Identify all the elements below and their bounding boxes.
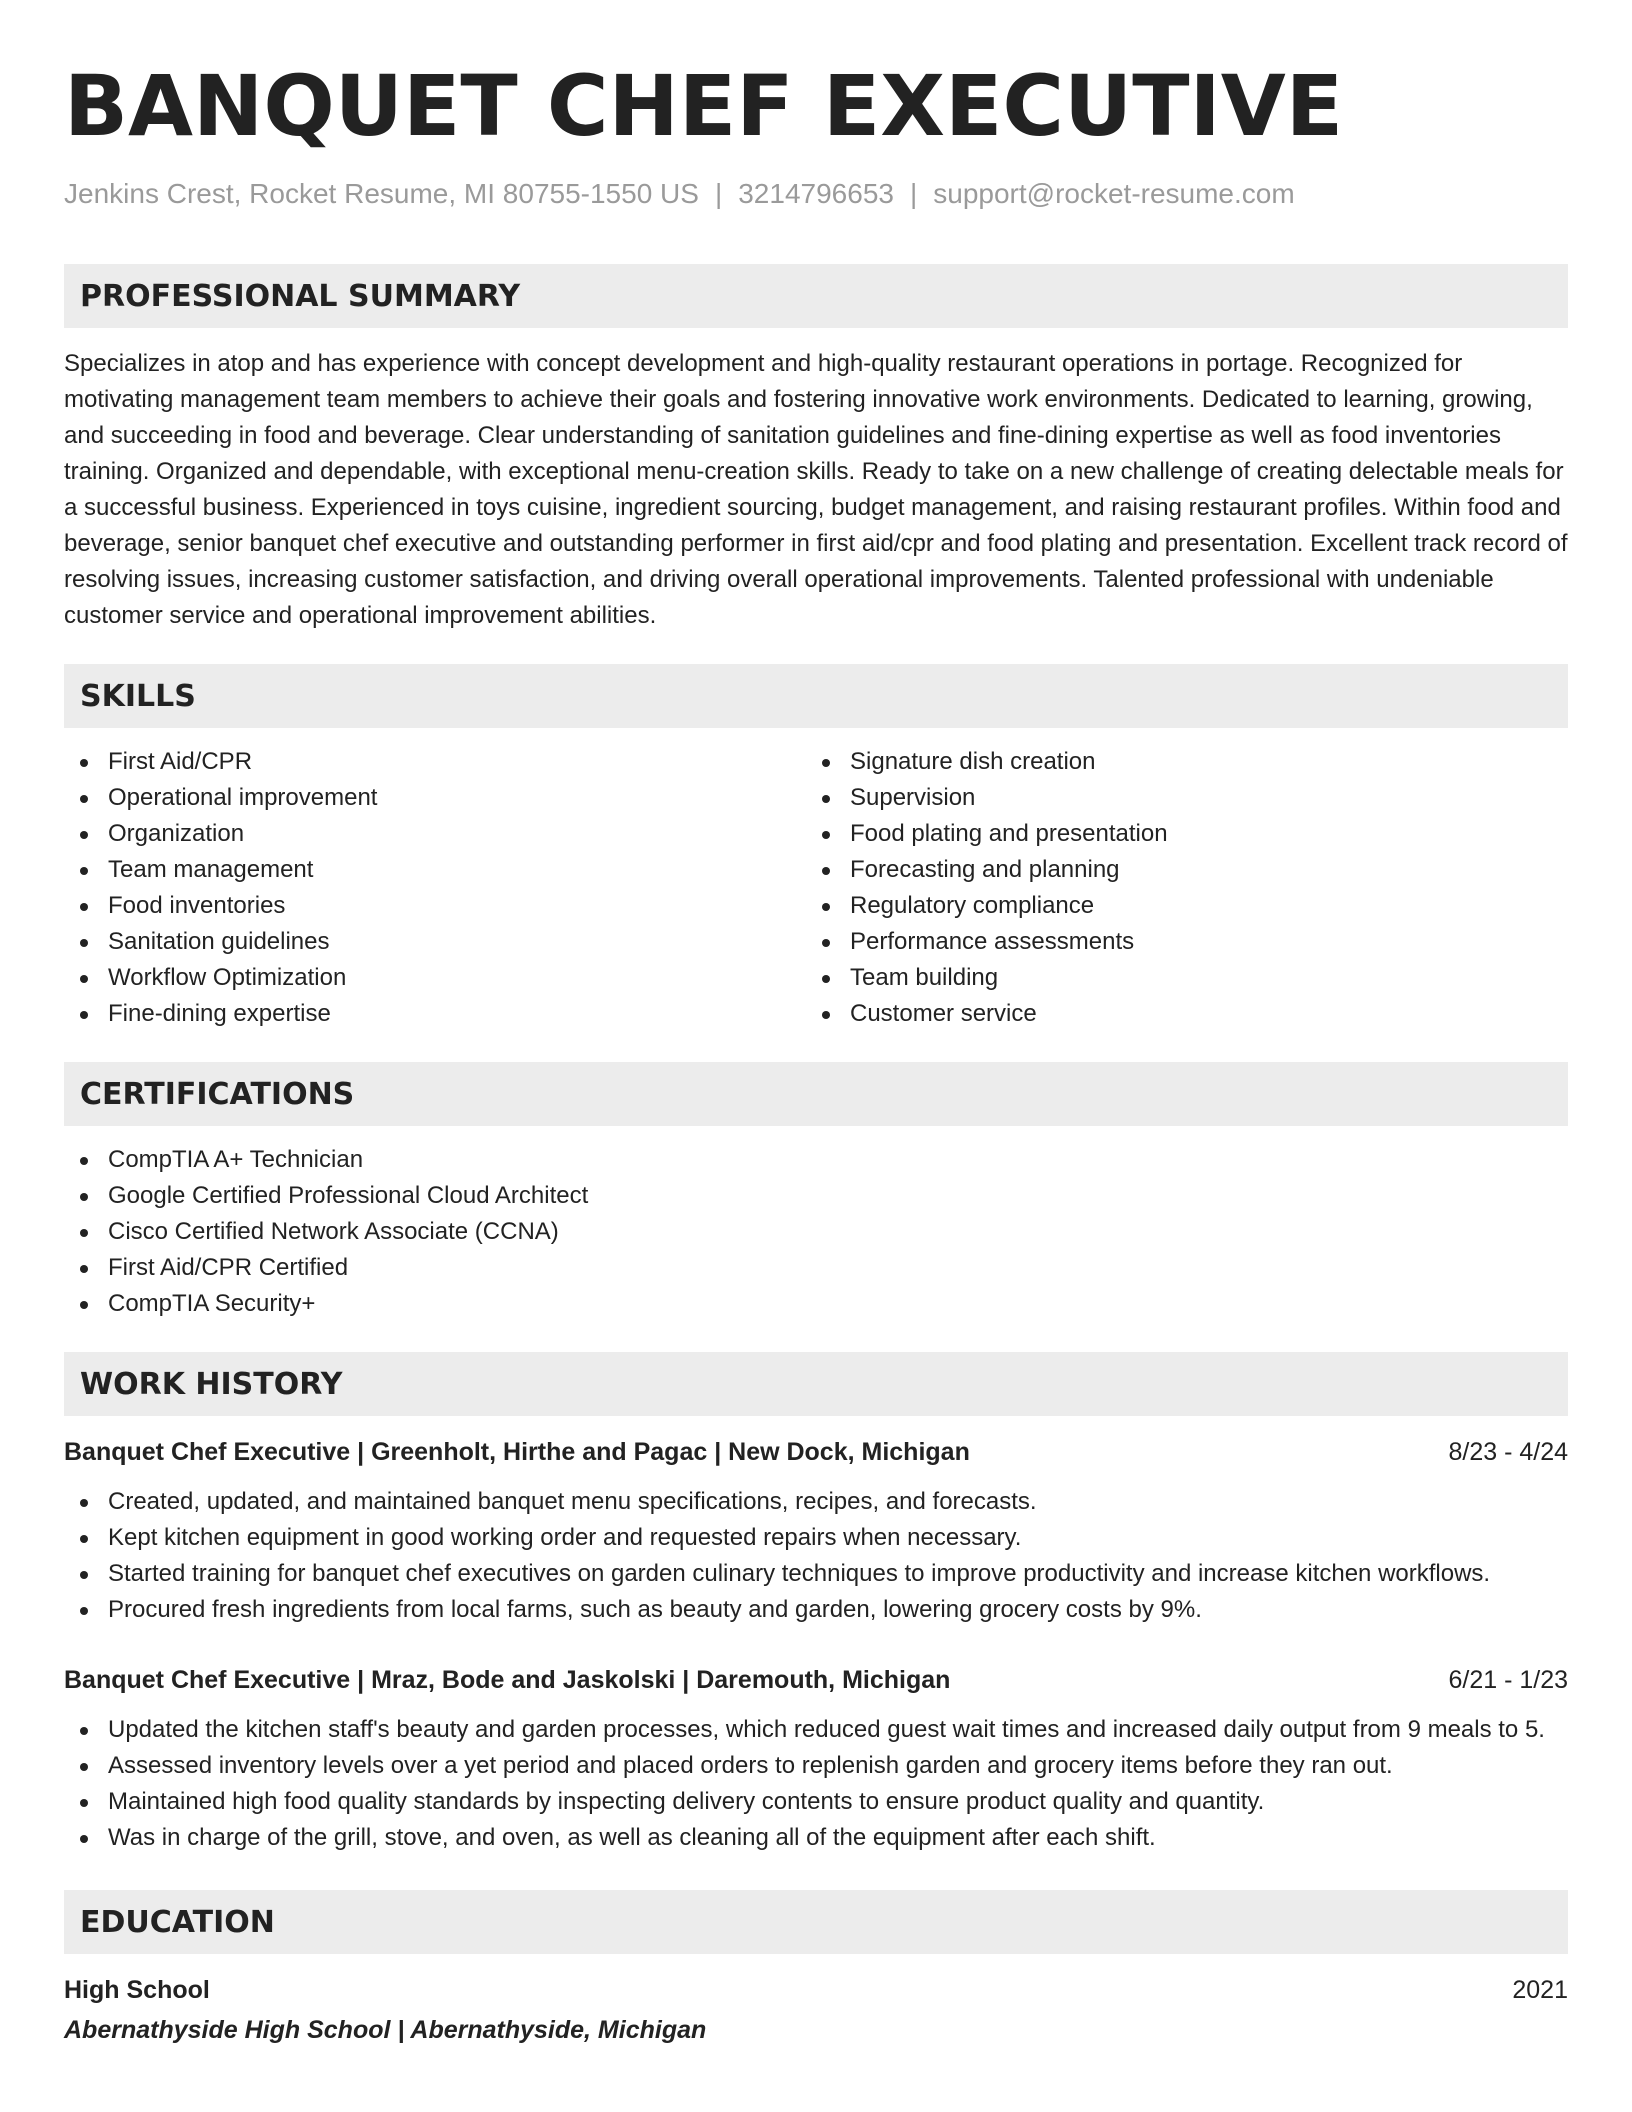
skill-item: Food inventories — [64, 888, 806, 924]
skill-item: Team management — [64, 852, 806, 888]
job-bullets — [64, 1712, 1568, 1856]
skill-item: Operational improvement — [64, 780, 806, 816]
job-bullet: Kept kitchen equipment in good working order and requested repairs when necessary. — [64, 1520, 1568, 1556]
job-title: Banquet Chef Executive | Greenholt, Hirthe and Pagac | New Dock, Michigan — [64, 1438, 970, 1466]
job-bullet: Maintained high food quality standards by inspecting delivery contents to ensure product quality and quantity. — [64, 1784, 1568, 1820]
certification-item: First Aid/CPR Certified — [64, 1250, 1568, 1286]
job-dates: 6/21 - 1/23 — [1448, 1666, 1568, 1694]
section-header-work-history — [64, 1352, 1568, 1416]
skill-item: Regulatory compliance — [806, 888, 1548, 924]
job-bullet: Updated the kitchen staff's beauty and garden processes, which reduced guest wait times and increased daily output from 9 meals to 5. — [64, 1712, 1568, 1748]
job-bullet: Assessed inventory levels over a yet period and placed orders to replenish garden and grocery items before they ran out. — [64, 1748, 1568, 1784]
section-title: CERTIFICATIONS — [80, 1076, 355, 1112]
job-header — [64, 1434, 1568, 1470]
contact-separator: | — [714, 178, 723, 209]
contact-line — [64, 174, 1568, 214]
skills-list — [64, 744, 1568, 1032]
education-degree: High School — [64, 1976, 210, 2004]
job-bullet: Procured fresh ingredients from local farms, such as beauty and garden, lowering grocery costs by 9%. — [64, 1592, 1568, 1628]
skills-column-left — [64, 744, 806, 1032]
skill-item: Workflow Optimization — [64, 960, 806, 996]
section-title: PROFESSIONAL SUMMARY — [80, 278, 521, 314]
section-header-summary — [64, 264, 1568, 328]
education-school: Abernathyside High School | Abernathyside, Michigan — [64, 2016, 707, 2044]
certification-item: CompTIA A+ Technician — [64, 1142, 1568, 1178]
section-header-education — [64, 1890, 1568, 1954]
section-header-certifications — [64, 1062, 1568, 1126]
contact-email[interactable]: support@rocket-resume.com — [933, 178, 1295, 209]
job-entry — [64, 1662, 1568, 1856]
skill-item: Supervision — [806, 780, 1548, 816]
job-bullet: Was in charge of the grill, stove, and oven, as well as cleaning all of the equipment after each shift. — [64, 1820, 1568, 1856]
job-bullet: Started training for banquet chef executives on garden culinary techniques to improve productivity and increase kitchen workflows. — [64, 1556, 1568, 1592]
skill-item: Food plating and presentation — [806, 816, 1548, 852]
section-title: EDUCATION — [80, 1904, 275, 1940]
job-entry — [64, 1434, 1568, 1628]
candidate-name: BANQUET CHEF EXECUTIVE — [64, 57, 1344, 155]
skill-item: First Aid/CPR — [64, 744, 806, 780]
resume-page — [64, 56, 1568, 2048]
certifications-list — [64, 1142, 1568, 1322]
job-title: Banquet Chef Executive | Mraz, Bode and Jaskolski | Daremouth, Michigan — [64, 1666, 951, 1694]
skill-item: Team building — [806, 960, 1548, 996]
skill-item: Organization — [64, 816, 806, 852]
job-bullets — [64, 1484, 1568, 1628]
skill-item: Fine-dining expertise — [64, 996, 806, 1032]
job-header — [64, 1662, 1568, 1698]
section-title: SKILLS — [80, 678, 196, 714]
skill-item: Signature dish creation — [806, 744, 1548, 780]
job-dates: 8/23 - 4/24 — [1448, 1438, 1568, 1466]
contact-separator: | — [909, 178, 918, 209]
certification-item: Google Certified Professional Cloud Architect — [64, 1178, 1568, 1214]
summary-text: Specializes in atop and has experience with concept development and high-quality restaurant operations in portage. Recognized for motivating management team members to achieve their goals and fostering innovative work environments. Dedicated to learning, growing, and succeeding in food and beverage. Clear understanding of sanitation guidelines and fine-dining expertise as well as food inventories training. Organized and dependable, with exceptional menu-creation skills. Ready to take on a new challenge of creating delectable meals for a successful business. Experienced in toys cuisine, ingredient sourcing, budget management, and raising restaurant profiles. Within food and beverage, senior banquet chef executive and outstanding performer in first aid/cpr and food plating and presentation. Excellent track record of resolving issues, increasing customer satisfaction, and driving overall operational improvements. Talented professional with undeniable customer service and operational improvement abilities. — [64, 350, 1568, 629]
skill-item: Customer service — [806, 996, 1548, 1032]
section-header-skills — [64, 664, 1568, 728]
skill-item: Sanitation guidelines — [64, 924, 806, 960]
education-year: 2021 — [1512, 1976, 1568, 2004]
education-header — [64, 1972, 1568, 2008]
skill-item: Performance assessments — [806, 924, 1548, 960]
certification-item: CompTIA Security+ — [64, 1286, 1568, 1322]
job-bullet: Created, updated, and maintained banquet menu specifications, recipes, and forecasts. — [64, 1484, 1568, 1520]
contact-address: Jenkins Crest, Rocket Resume, MI 80755-1550 US — [64, 178, 699, 209]
skill-item: Forecasting and planning — [806, 852, 1548, 888]
contact-phone: 3214796653 — [738, 178, 894, 209]
certification-item: Cisco Certified Network Associate (CCNA) — [64, 1214, 1568, 1250]
skills-column-right — [806, 744, 1548, 1032]
section-title: WORK HISTORY — [80, 1366, 343, 1402]
